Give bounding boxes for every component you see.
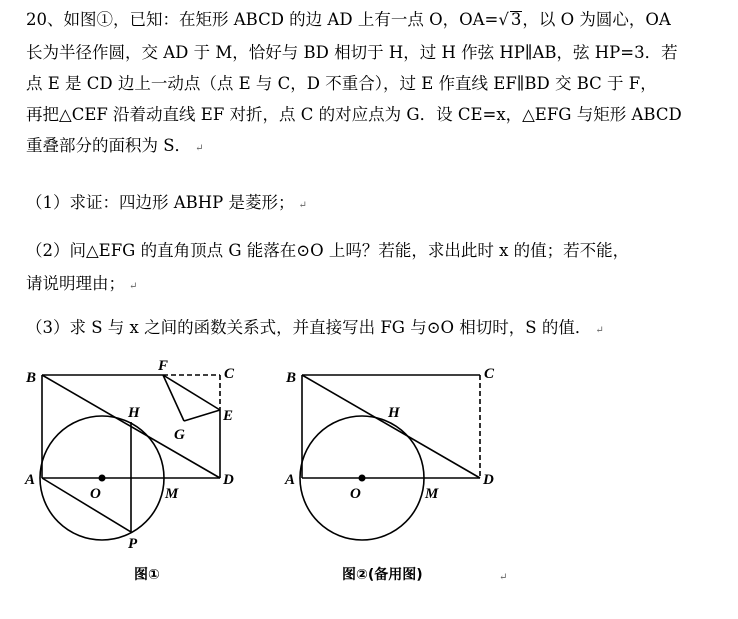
problem-line-5: 重叠部分的面积为 S． ↵ [26,136,204,155]
label-b: B [286,370,297,386]
paragraph-mark: ↵ [129,281,138,292]
label-a: A [25,472,36,488]
label-o: O [90,486,101,502]
question-2 [26,234,726,303]
sqrt-sign: √ [498,10,509,29]
center-point-o [359,475,366,482]
problem-text [26,4,726,164]
question-2-line-2: 请说明理由； ↵ [26,274,138,293]
segment-ge [184,410,220,421]
figure-1 [20,360,280,590]
paragraph-mark: ↵ [195,143,204,154]
label-a: A [285,472,296,488]
label-b: B [26,370,37,386]
problem-line-4: 再把△CEF 沿着动直线 EF 对折，点 C 的对应点为 G．设 CE=x，△EFG 与矩形 ABCD [26,105,682,124]
label-f: F [158,360,169,374]
figure-1-caption: 图① [134,567,160,583]
paragraph-mark: ↵ [595,325,604,336]
label-m: M [165,486,179,502]
question-1: （1）求证：四边形 ABHP 是菱形； ↵ [26,193,307,212]
paragraph-mark: ↵ [499,572,508,583]
segment-ap [42,478,131,532]
paragraph-mark: ↵ [298,200,307,211]
label-e: E [223,408,234,424]
label-g: G [174,427,185,443]
problem-line-1: 20、如图①，已知：在矩形 ABCD 的边 AD 上有一点 O，OA=√ 3，以 O 为圆心，OA [26,10,671,29]
label-h: H [388,405,400,421]
problem-line-2: 长为半径作圆，交 AD 于 M，恰好与 BD 相切于 H，过 H 作弦 HP∥AB，弦 HP=3．若 [26,43,678,62]
label-d: D [483,472,494,488]
figure-2 [280,360,540,590]
label-c: C [484,366,495,382]
label-d: D [223,472,234,488]
figure-2-caption: 图②(备用图) [342,567,423,583]
question-3: （3）求 S 与 x 之间的函数关系式，并直接写出 FG 与⊙O 相切时，S 的值． ↵ [26,318,604,337]
label-c: C [224,366,235,382]
label-h: H [128,405,140,421]
question-2-line-1: （2）问△EFG 的直角顶点 G 能落在⊙O 上吗？若能，求出此时 x 的值；若不能， [26,241,630,260]
label-o: O [350,486,361,502]
label-m: M [425,486,439,502]
center-point-o [99,475,106,482]
problem-line-3: 点 E 是 CD 边上一动点（点 E 与 C，D 不重合），过 E 作直线 EF∥BD 交 BC 于 F， [26,74,657,93]
sqrt-radicand: 3 [510,10,522,29]
label-p: P [128,536,138,552]
